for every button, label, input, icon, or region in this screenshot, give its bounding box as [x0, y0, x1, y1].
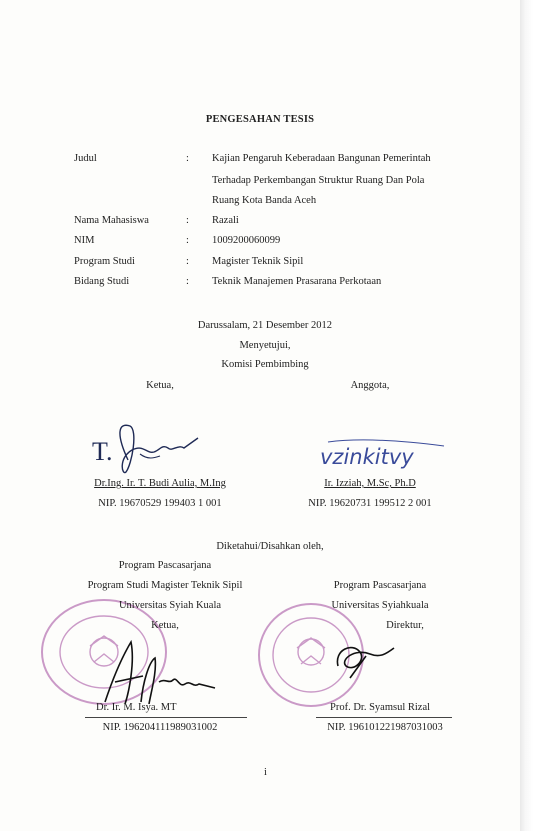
field-value-nim: 1009200060099 — [212, 235, 281, 246]
advisor-1-name: Dr.Ing. Ir. T. Budi Aulia, M.Ing — [94, 478, 226, 489]
field-value-program: Magister Teknik Sipil — [212, 256, 304, 267]
field-colon: : — [186, 235, 189, 246]
field-value-name: Razali — [212, 215, 239, 226]
right-institution-line1: Program Pascasarjana — [333, 580, 427, 591]
right-institution-line2: Universitas Syiahkuala — [331, 600, 429, 611]
left-institution-line2: Program Studi Magister Teknik Sipil — [87, 580, 243, 591]
field-colon: : — [186, 215, 189, 226]
director-name: Prof. Dr. Syamsul Rizal — [330, 702, 431, 713]
advisor-2-name: Ir. Izziah, M.Sc, Ph.D — [324, 478, 416, 489]
right-role-direktur: Direktur, — [386, 620, 424, 631]
field-label-field: Bidang Studi — [74, 276, 130, 287]
field-colon: : — [186, 153, 189, 164]
page-edge — [520, 0, 533, 831]
signature-advisor-2 — [318, 436, 448, 480]
signature-line-left — [85, 717, 247, 718]
signature-director — [330, 636, 400, 682]
committee-label: Komisi Pembimbing — [221, 359, 309, 370]
known-heading: Diketahui/Disahkan oleh, — [216, 541, 324, 552]
signature-advisor-1 — [88, 414, 218, 484]
field-colon: : — [186, 276, 189, 287]
left-role-ketua: Ketua, — [151, 620, 179, 631]
field-colon: : — [186, 256, 189, 267]
left-role: Ketua, — [146, 380, 174, 391]
field-value-title-line1: Kajian Pengaruh Keberadaan Bangunan Pemerintah — [212, 153, 431, 164]
signature-initial: T. — [92, 437, 113, 466]
advisor-2-nip: NIP. 19620731 199512 2 001 — [308, 498, 432, 509]
place-date: Darussalam, 21 Desember 2012 — [197, 320, 333, 331]
head-nip: NIP. 196204111989031002 — [102, 722, 218, 733]
field-label-nim: NIM — [74, 235, 95, 246]
director-nip: NIP. 196101221987031003 — [327, 722, 443, 733]
left-institution-line1: Program Pascasarjana — [118, 560, 212, 571]
field-label-program: Program Studi — [74, 256, 135, 267]
field-value-title-line3: Ruang Kota Banda Aceh — [212, 195, 317, 206]
page-number: i — [264, 767, 267, 778]
right-role: Anggota, — [350, 380, 390, 391]
head-name: Dr. Ir. M. Isya. MT — [96, 702, 177, 713]
signature-scribble: vzinkitvy — [320, 445, 414, 469]
field-value-title-line2: Terhadap Perkembangan Struktur Ruang Dan Pola — [212, 175, 425, 186]
left-institution-line3: Universitas Syiah Kuala — [118, 600, 222, 611]
field-label-title: Judul — [74, 153, 97, 164]
field-label-name: Nama Mahasiswa — [74, 215, 149, 226]
advisor-1-nip: NIP. 19670529 199403 1 001 — [98, 498, 222, 509]
document-title: PENGESAHAN TESIS — [205, 114, 315, 125]
field-value-field: Teknik Manajemen Prasarana Perkotaan — [212, 276, 382, 287]
signature-head — [95, 632, 225, 712]
signature-line-right — [316, 717, 452, 718]
approved-label: Menyetujui, — [239, 340, 291, 351]
